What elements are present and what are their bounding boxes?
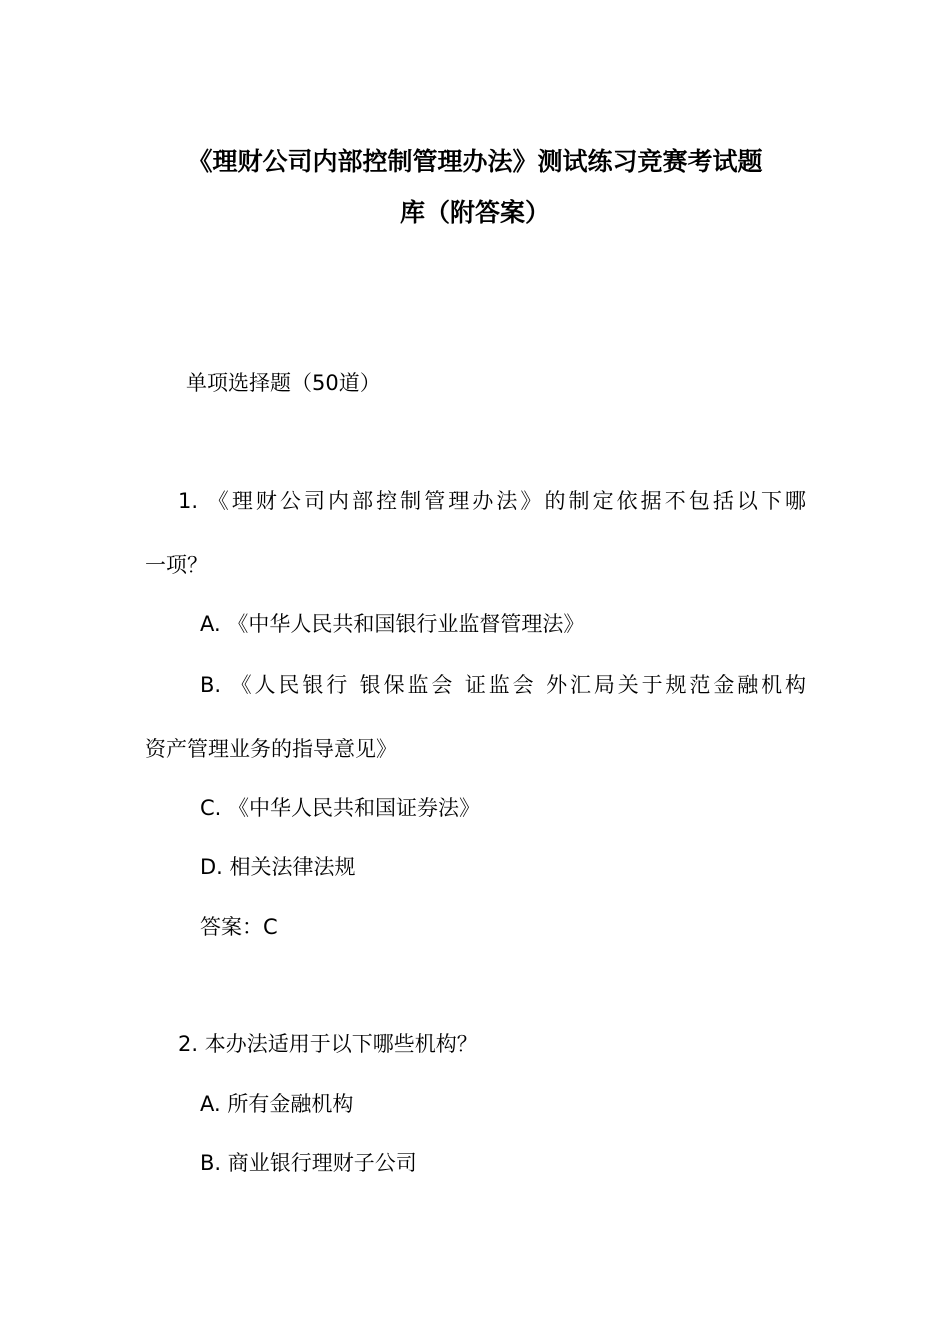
question-1-stem-line-2: 一项？ (145, 553, 208, 577)
question-1-stem-line-1: 1. 《理财公司内部控制管理办法》的制定依据不包括以下哪 (178, 489, 806, 513)
section-heading: 单项选择题（50道） (186, 371, 381, 395)
question-2-stem: 2. 本办法适用于以下哪些机构？ (178, 1032, 478, 1056)
question-1-answer: 答案：C (200, 915, 278, 939)
document-title-line-1: 《理财公司内部控制管理办法》测试练习竞赛考试题 (187, 147, 763, 176)
question-1-option-c: C. 《中华人民共和国证券法》 (200, 796, 481, 820)
question-1-option-d: D. 相关法律法规 (200, 855, 356, 879)
question-1-option-a: A. 《中华人民共和国银行业监督管理法》 (200, 612, 585, 636)
question-2-option-a: A. 所有金融机构 (200, 1092, 354, 1116)
document-title-line-2: 库（附答案） (399, 198, 550, 227)
question-1-option-b-line-1: B. 《人民银行 银保监会 证监会 外汇局关于规范金融机构 (200, 673, 806, 697)
question-1-option-b-line-2: 资产管理业务的指导意见》 (145, 737, 397, 761)
question-2-option-b: B. 商业银行理财子公司 (200, 1151, 417, 1175)
